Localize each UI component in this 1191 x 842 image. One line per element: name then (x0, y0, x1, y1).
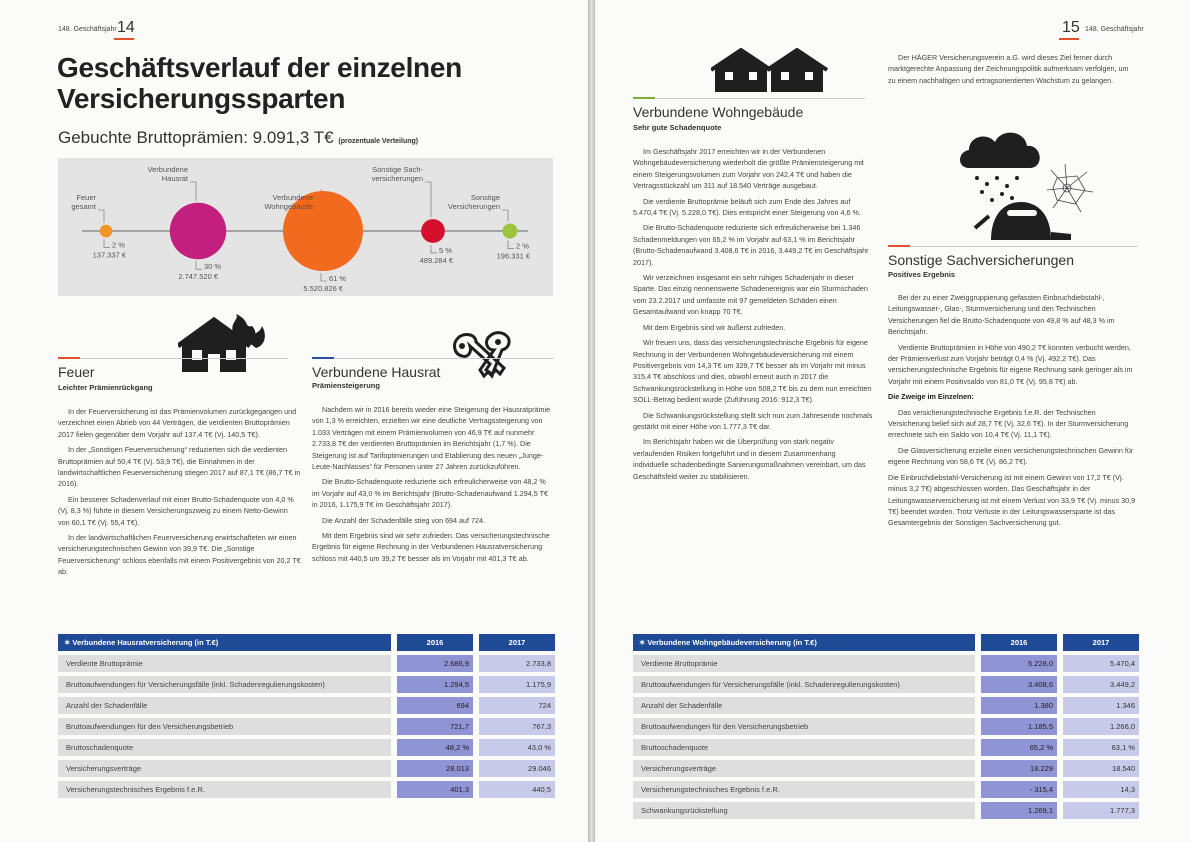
page-title (57, 52, 537, 114)
value-2016: 2.686,9 (397, 655, 473, 672)
year-2016-header: 2016 (981, 634, 1057, 651)
page-title-line1: Geschäftsverlauf der einzelnen (57, 52, 462, 83)
value-2017: 440,5 (479, 781, 555, 798)
table-row (633, 655, 1139, 672)
table-title-text: Verbundene Wohngebäudeversicherung (in T.€) (647, 638, 817, 647)
table-row (633, 781, 1139, 798)
row-label: Verdiente Bruttoprämie (633, 655, 975, 672)
value-2016: 3.408,6 (981, 676, 1057, 693)
page-number: 15 (1062, 19, 1080, 36)
bubble-value: 137.337 € (92, 250, 126, 260)
value-2016: - 315,4 (981, 781, 1057, 798)
feuer-accent (58, 357, 80, 359)
hausrat-table (58, 630, 555, 802)
row-label: Versicherungstechnisches Ergebnis f.e.R. (58, 781, 391, 798)
value-2016: 1.294,5 (397, 676, 473, 693)
sonstige-text (888, 292, 1138, 533)
bubble-percent: 2 % (112, 240, 125, 250)
bubble-label: versicherungen (371, 174, 423, 183)
table-row (633, 739, 1139, 756)
table-row (58, 739, 555, 756)
bubble-label: Sonstige (470, 193, 500, 202)
page-number: 14 (117, 19, 135, 36)
table-row (58, 676, 555, 693)
table-row (633, 676, 1139, 693)
bubble-label: Hausrat (161, 174, 188, 183)
value-connector (196, 261, 202, 269)
label-connector (502, 210, 508, 221)
burning-house-icon (178, 314, 268, 372)
hausrat-subtitle: Prämiensteigerung (312, 381, 380, 390)
feuer-paragraph: In der landwirtschaftlichen Feuerversicherung erwirtschafteten wir einen versicherungstechnischen Gewinn von 39,9 T€. Die „Sonstige Feuerversicherung“ schloss ebenfalls mit einem Positivergebnis von 20,2 T€ ab. (58, 533, 301, 577)
bubble-percent: 61 % (329, 274, 347, 283)
row-label: Versicherungsverträge (633, 760, 975, 777)
value-2017: 3.449,2 (1063, 676, 1139, 693)
table-row (58, 781, 555, 798)
hausrat-paragraph: Mit dem Ergebnis sind wir sehr zufrieden. Das versicherungstechnische Ergebnis für eigene Rechnung in der Verbundenen Hausratversicherung schloss mit 440,5 um 39,2 T€ besser als im Vorjahr mit 401,3 T€ ab. (312, 531, 550, 563)
bubble-4 (502, 223, 517, 238)
section-label: 148. Geschäftsjahr (58, 26, 117, 33)
value-2017: 1.777,3 (1063, 802, 1139, 819)
label-connector (190, 182, 196, 201)
wohngebaeude-subtitle: Sehr gute Schadenquote (633, 123, 722, 132)
hausrat-table-body (58, 655, 555, 798)
chart-subtitle-note: (prozentuale Verteilung) (338, 138, 419, 145)
wohngebaeude-table-body (633, 655, 1139, 819)
bubble-3 (421, 219, 445, 243)
intro-paragraph: Der HÄGER Versicherungsverein a.G. wird dieses Ziel ferner durch marktgerechte Anpassung der Zeichnungspolitik aufmerksam verfolgen, um zu einem nachhaltigen und ertragsorientierten Wachstum zu gelangen. (888, 53, 1129, 85)
bubble-label: gesamt (71, 202, 96, 211)
premium-distribution-chart (58, 158, 553, 296)
value-2016: 5.228,0 (981, 655, 1057, 672)
value-2016: 694 (397, 697, 473, 714)
row-label: Bruttoschadenquote (58, 739, 391, 756)
value-2017: 5.470,4 (1063, 655, 1139, 672)
row-label: Bruttoaufwendungen für Versicherungsfälle (inkl. Schadenregulierungskosten) (633, 676, 975, 693)
wohngebaeude-title: Verbundene Wohngebäude (633, 104, 804, 120)
bubble-label: Sonstige Sach- (372, 165, 423, 174)
value-2017: 1.266,0 (1063, 718, 1139, 735)
sonstige-paragraph: Die Glasversicherung erzielte einen versicherungstechnischen Gewinn für eigene Rechnung von 58,6 T€ (Vj. 86,2 T€). (888, 445, 1134, 467)
star-icon: ✶ (64, 638, 73, 647)
table-header-row (58, 634, 555, 651)
hausrat-paragraph: Die Brutto-Schadenquote reduzierte sich erfreulicherweise von 48,2 % im Vorjahr auf 43,0 % im Berichtsjahr (Brutto-Schadenaufwand 1.294,5 T€ in 2016, 1.175,9 T€ im Geschäftsjahr 2017). (312, 477, 548, 510)
row-label: Bruttoschadenquote (633, 739, 975, 756)
table-row (58, 697, 555, 714)
bubble-value: 489.284 € (419, 255, 453, 265)
wohngebaeude-paragraph: Im Berichtsjahr haben wir die Überprüfung von stark negativ verlaufenden Risiken fortgeführt und in diesem Zusammenhang individuelle schadenbedingte Sanierungsmaßnahmen vereinbart, um das Geschäftsfeld weiter zu stabilisieren. (633, 437, 866, 481)
bubble-value: 5.520.826 € (303, 284, 343, 293)
feuer-paragraph: In der Feuerversicherung ist das Prämienvolumen zurückgegangen und verzeichnet einen Abrieb von 44 Verträgen, die verdienten Bruttoprämien 2017 fielen gegenüber dem Vorjahr auf 137,4 T€ (Vj. 140,5 T€). (58, 407, 297, 439)
bubble-label: Verbundene (272, 193, 313, 202)
value-2016: 65,2 % (981, 739, 1057, 756)
value-2017: 14,3 (1063, 781, 1139, 798)
feuer-text (58, 406, 301, 582)
row-label: Anzahl der Schadenfälle (58, 697, 391, 714)
sonstige-paragraph: Bei der zu einer Zweiggruppierung gefassten Einbruchdiebstahl-, Leitungswasser-, Glas-, Sturmversicherung und den Technischen Versicherungen fiel die Brutto-Schadenquote von 49,8 % auf 48,3 % im Berichtsjahr. (888, 293, 1115, 337)
hausrat-paragraph: Die Anzahl der Schadenfälle stieg von 694 auf 724. (322, 515, 486, 525)
value-2016: 48,2 % (397, 739, 473, 756)
sonstige-paragraph: Das versicherungstechnische Ergebnis f.e.R. der Technischen Versicherung belief sich auf 28,7 T€ (Vj. 32,6 T€). In der Sturmversicherung errechnete sich ein Saldo von 10,4 T€ (Vj. 11,1 T€). (888, 407, 1129, 440)
year-2016-header: 2016 (397, 634, 473, 651)
value-2016: 28.013 (397, 760, 473, 777)
table-row (58, 718, 555, 735)
year-2017-header: 2017 (479, 634, 555, 651)
hausrat-text (312, 404, 555, 568)
wohngebaeude-paragraph: Wir verzeichnen insgesamt ein sehr ruhiges Schadenjahr in dieser Sparte. Das einzig nennenswerte Schadenereignis war ein Sturmschaden vom 23.2.2017 und umfasste mit 97 gemeldeten Schäden einen Gesamtaufwand von knapp 70 T€. (633, 273, 868, 317)
sonstige-subtitle: Positives Ergebnis (888, 270, 956, 279)
bubble-value: 196.331 € (496, 251, 530, 261)
value-2017: 1.346 (1063, 697, 1139, 714)
value-2017: 2.733,8 (479, 655, 555, 672)
value-2016: 1.269,1 (981, 802, 1057, 819)
row-label: Verdiente Bruttoprämie (58, 655, 391, 672)
value-2016: 1.380 (981, 697, 1057, 714)
row-label: Versicherungstechnisches Ergebnis f.e.R. (633, 781, 975, 798)
wohngebaeude-accent (633, 97, 655, 99)
value-2017: 767,3 (479, 718, 555, 735)
page-title-line2: Versicherungssparten (57, 83, 346, 114)
value-2017: 29.046 (479, 760, 555, 777)
wohngebaeude-paragraph: Im Geschäftsjahr 2017 erreichten wir in der Verbundenen Wohngebäudeversicherung wiederholt die größte Prämiensteigerung mit einem Steigerungsvolumen zum Vorjahr von 242,4 T€ und haben die Vertragsstückzahl um 311 auf 18.540 Verträge ausgebaut. (633, 147, 864, 191)
table-row (633, 697, 1139, 714)
bubble-label: Verbundene (147, 165, 188, 174)
wohngebaeude-paragraph: Die Brutto-Schadenquote reduzierte sich erfreulicherweise bei 1.346 Schadenmeldungen von 65,2 % im Vorjahr auf 63,1 % im Berichtsjahr (Brutto-Schadenaufwand 3.408,6 T€ in 2016, 3.449,2 T€ im Geschäftsjahr 2017). (633, 223, 869, 267)
feuer-subtitle: Leichter Prämienrückgang (58, 383, 153, 392)
bubble-label: Feuer (76, 193, 96, 202)
hausrat-paragraph: Nachdem wir in 2016 bereits wieder eine Steigerung der Hausratprämie von 1,3 % erreichten, erzielten wir eine deutliche Vertragssteigerung von 1.033 Verträgen mit einem Prämienvolumen von 46,9 T€ auf nunmehr 2.733,8 T€ der verdienten Bruttoprämien im Berichtsjahr (1,7 %). Die Steigerung ist auf Tarifoptimierungen und Etablierung des neuen „Junge-Leute-Nachlasses“ für Personen unter 27 Jahren zurückzuführen. (312, 405, 551, 472)
hausrat-accent (312, 357, 334, 359)
bubble-percent: 2 % (516, 241, 529, 251)
table-title (58, 634, 391, 651)
table-row (633, 802, 1139, 819)
wohngebaeude-table (633, 630, 1139, 823)
bubble-label: Wohngebäude (264, 202, 313, 211)
value-2016: 721,7 (397, 718, 473, 735)
wohngebaeude-paragraph: Die Schwankungsrückstellung stellt sich nun zum Jahresende nochmals gestärkt mit einer Höhe von 1.777,3 T€ dar. (633, 410, 873, 431)
sonstige-heading: Die Zweige im Einzelnen: (888, 392, 974, 402)
value-connector (321, 273, 327, 281)
houses-icon (711, 48, 831, 92)
sonstige-paragraph: Die Einbruchdiebstahl-Versicherung ist mit einem Gewinn von 17,2 T€ (Vj. minus 3,2 T€) abgeschlossen worden. Das Geschäftsjahr in der Leitungswasserversicherung ist mit einem Verlust von 33,9 T€ (Vj. minus 30,9 T€) beendet worden. Trotz Verluste in der Leitungswassersparte ist das Gesamtergebnis der Sonstigen Sachversicherung gut. (888, 472, 1136, 528)
value-connector (104, 239, 110, 247)
row-label: Bruttoaufwendungen für Versicherungsfälle (inkl. Schadenregulierungskosten) (58, 676, 391, 693)
bubble-percent: 5 % (439, 245, 452, 255)
hausrat-title: Verbundene Hausrat (312, 364, 441, 380)
value-2016: 401,3 (397, 781, 473, 798)
row-label: Versicherungsverträge (58, 760, 391, 777)
table-title-text: Verbundene Hausratversicherung (in T.€) (72, 638, 219, 647)
bubble-percent: 30 % (204, 262, 222, 272)
bubble-0 (100, 225, 113, 238)
feuer-paragraph: In der „Sonstigen Feuerversicherung“ reduzierten sich die verdienten Bruttoprämien auf 50,4 T€ (Vj. 53,9 T€), die Einnahmen in der landwirtschaftlichen Feuerversicherung stiegen 2017 auf 87,1 T€ (86,7 T€ in 2016). (58, 445, 301, 489)
feuer-paragraph: Ein besserer Schadenverlauf mit einer Brutto-Schadenquote von 4,0 % (Vj. 8,3 %) führte in diesem Versicherungszweig zu einem Netto-Gewinn von 60,1 T€ (Vj. 55,4 T€). (58, 494, 294, 527)
wohngebaeude-paragraph: Mit dem Ergebnis sind wir äußerst zufrieden. (643, 322, 786, 332)
star-icon: ✶ (639, 638, 648, 647)
value-2017: 18.540 (1063, 760, 1139, 777)
value-2017: 1.175,9 (479, 676, 555, 693)
label-connector (98, 210, 104, 223)
chart-subtitle-text: Gebuchte Bruttoprämien: 9.091,3 T€ (58, 128, 334, 147)
page-number-underline (114, 38, 134, 40)
value-2016: 18.229 (981, 760, 1057, 777)
table-row (633, 760, 1139, 777)
wohngebaeude-rule (633, 98, 865, 99)
section-label: 148. Geschäftsjahr (1085, 26, 1144, 33)
value-connector (431, 245, 437, 253)
storm-burglar-icon (955, 128, 1103, 240)
sonstige-paragraph: Verdiente Bruttoprämien in Höhe von 490,2 T€ konnten verbucht werden, der Prämienverlust zum Vorjahr beträgt 0,4 % (Vj. 492,2 T€). Das versicherungstechnische Ergebnis für eigene Rechnung sank geringer als im Vorjahr mit einem Positivsaldo von 81,0 T€ (Vj. 95,8 T€) ab. (888, 342, 1133, 386)
page-number-underline (1059, 38, 1079, 40)
sonstige-rule (888, 246, 1138, 247)
sonstige-accent (888, 245, 910, 247)
value-2017: 43,0 % (479, 739, 555, 756)
value-connector (508, 241, 514, 249)
value-2017: 724 (479, 697, 555, 714)
year-2017-header: 2017 (1063, 634, 1139, 651)
row-label: Anzahl der Schadenfälle (633, 697, 975, 714)
row-label: Bruttoaufwendungen für den Versicherungsbetrieb (58, 718, 391, 735)
label-connector (425, 182, 431, 217)
wohngebaeude-text (633, 146, 873, 486)
chart-subtitle (58, 128, 538, 148)
value-2017: 63,1 % (1063, 739, 1139, 756)
row-label: Bruttoaufwendungen für den Versicherungsbetrieb (633, 718, 975, 735)
value-2016: 1.185,5 (981, 718, 1057, 735)
table-row (633, 718, 1139, 735)
left-page (0, 0, 588, 842)
bubble-value: 2.747.520 € (178, 272, 218, 282)
table-title (633, 634, 975, 651)
row-label: Schwankungsrückstellung (633, 802, 975, 819)
intro-text (888, 52, 1138, 90)
keys-icon (450, 330, 520, 382)
table-row (58, 760, 555, 777)
bubble-chart-svg (58, 158, 553, 296)
table-row (58, 655, 555, 672)
right-page (595, 0, 1191, 842)
table-header-row (633, 634, 1139, 651)
bubble-1 (170, 203, 226, 259)
hausrat-rule (312, 358, 554, 359)
wohngebaeude-paragraph: Die verdiente Bruttoprämie beläuft sich zum Ende des Jahres auf 5.470,4 T€ (Vj. 5.228,0 T€). Dies entspricht einer Steigerung von 4,6 %. (633, 196, 861, 218)
feuer-rule (58, 358, 288, 359)
bubble-label: Versicherungen (447, 202, 500, 211)
book-gutter (588, 0, 595, 842)
wohngebaeude-paragraph: Wir freuen uns, dass das versicherungstechnische Ergebnis für eigene Rechnung in der Verbundenen Wohngebäudeversicherung mit einem Positivergebnis von 14,3 T€ um 329,7 T€ besser als im Vorjahr mit minus 315,4 T€ abschloss und dies, obwohl erneut auch in 2017 die Schwankungsrückstellung in Höhe von 508,2 T€ bis zu dem nun erreichten SOLL-Betrag bedient wurde (Zuführung 2016: 912,3 T€). (633, 338, 872, 405)
feuer-title: Feuer (58, 364, 95, 380)
sonstige-title: Sonstige Sachversicherungen (888, 252, 1075, 268)
